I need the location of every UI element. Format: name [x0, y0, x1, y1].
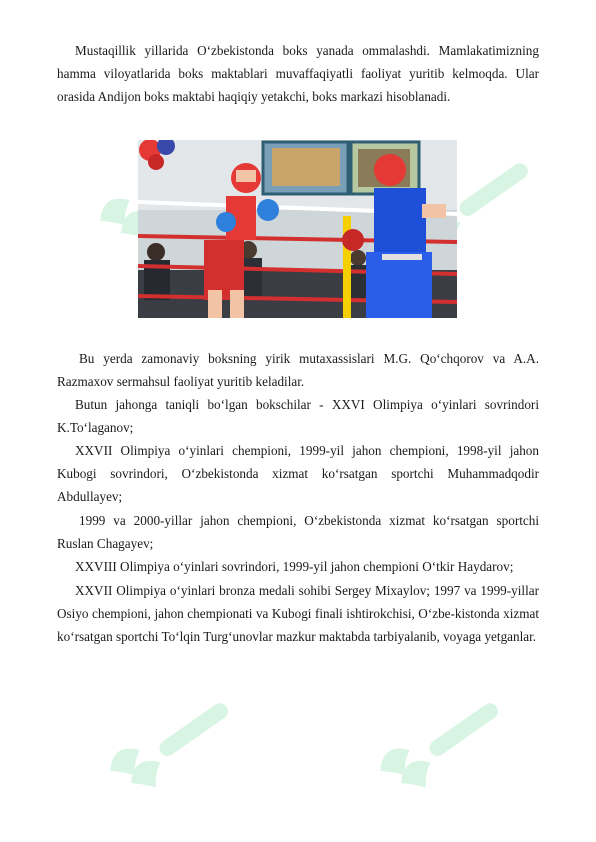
boxer-list-item: 1999 va 2000-yillar jahon chempioni, O‘zbekistonda xizmat ko‘rsatgan sportchi Ruslan Chagayev; — [57, 513, 539, 551]
boxer-list-item: XXVII Olimpiya o‘yinlari bronza medali sohibi Sergey Mixaylov; 1997 va 1999-yillar Osiyo chempioni, jahon chempionati va Kubogi finali ishtirokchisi, O‘zbe-kistonda xizmat ko‘rsatgan sportchi To‘lqin Turg‘unovlar mazkur maktabda tarbiyalanib, voyaga yetganlar. — [57, 583, 539, 644]
boxing-photo — [138, 140, 457, 318]
specialists-paragraph: Bu yerda zamonaviy boksning yirik mutaxassislari M.G. Qo‘chqorov va A.A. Razmaxov sermahsul faoliyat yuritib keladilar. — [57, 351, 539, 389]
boxing-photo-illustration — [138, 140, 457, 318]
boxer-list-item: XXVII Olimpiya o‘yinlari chempioni, 1999-yil jahon chempioni, 1998-yil jahon Kubogi sovrindori, O‘zbekistonda xizmat ko‘rsatgan sportchi Muhammadqodir Abdullayev; — [57, 443, 539, 504]
watermark-logo-icon — [90, 690, 260, 810]
boxer-list-item: XXVIII Olimpiya o‘yinlari sovrindori, 1999-yil jahon chempioni O‘tkir Haydarov; — [75, 559, 514, 574]
boxer-list-item: Butun jahonga taniqli bo‘lgan bokschilar - XXVI Olimpiya o‘yinlari sovrindori K.To‘laganov; — [57, 397, 539, 435]
watermark-logo-icon — [360, 690, 530, 810]
intro-paragraph: Mustaqillik yillarida O‘zbekistonda boks yanada ommalashdi. Mamlakatimizning hamma viloyatlarida boks maktablari muvaffaqiyatli faoliyat yuritib kelmoqda. Ular orasida Andijon boks maktabi haqiqiy yetakchi, boks markazi hisoblanadi. — [57, 43, 539, 104]
